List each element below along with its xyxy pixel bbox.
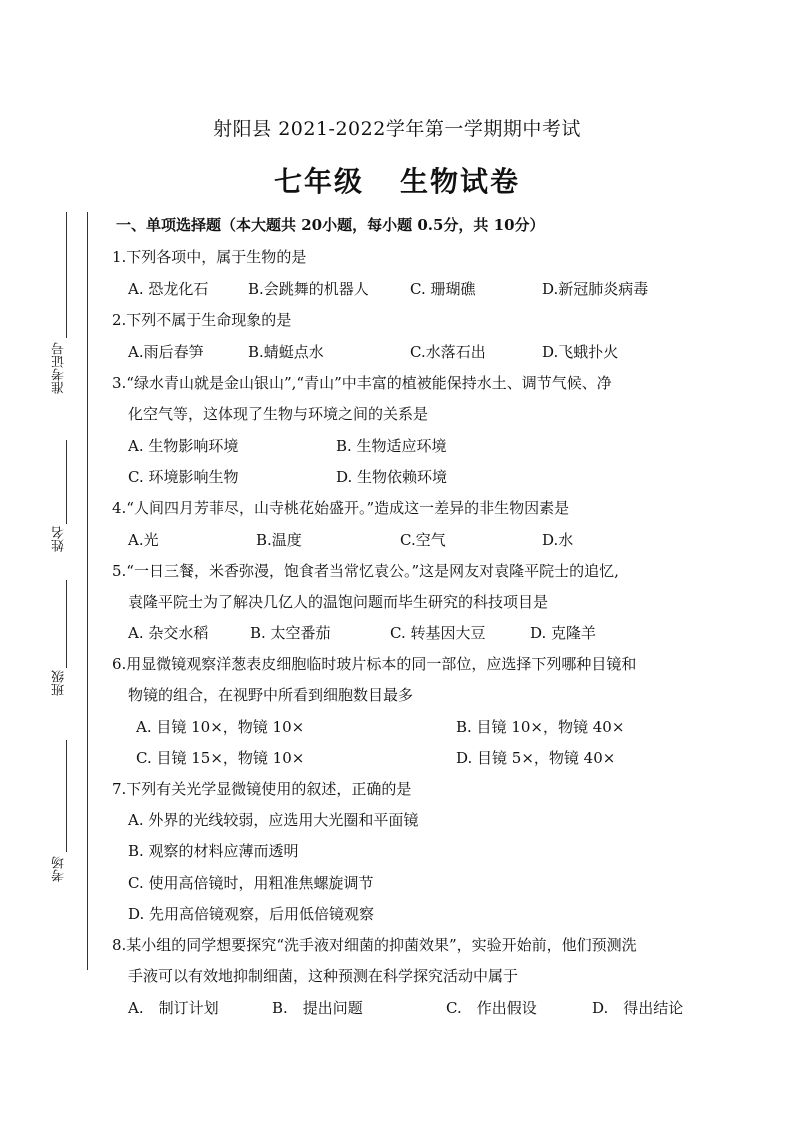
question-1-option-a: A. 恐龙化石	[128, 280, 209, 298]
paper-title	[0, 160, 794, 200]
question-1-option-c: C. 珊瑚礁	[410, 280, 476, 298]
binding-line	[87, 212, 88, 970]
question-2-stem: 2.下列不属于生命现象的是	[112, 311, 292, 329]
side-field-exam-room-label: 考场	[52, 856, 67, 882]
question-3-option-c: C. 环境影响生物	[128, 468, 239, 486]
question-7-stem: 7.下列有关光学显微镜使用的叙述，正确的是	[112, 780, 412, 798]
question-5-stem-line1: 5.“一日三餐，米香弥漫，饱食者当常忆袁公。”这是网友对袁隆平院士的追忆,	[112, 562, 619, 580]
question-4-option-b: B.温度	[256, 531, 302, 549]
question-7-option-b: B. 观察的材料应薄而透明	[128, 842, 299, 860]
question-4-option-c: C.空气	[400, 531, 446, 549]
question-5-option-b: B. 太空番茄	[250, 624, 331, 642]
question-1-option-d: D.新冠肺炎病毒	[542, 280, 649, 298]
question-4-option-d: D.水	[542, 531, 574, 549]
side-field-exam-room	[44, 740, 72, 890]
question-6-stem-line2: 物镜的组合，在视野中所看到细胞数目最多	[128, 686, 414, 704]
question-5-option-a: A. 杂交水稻	[128, 624, 209, 642]
side-field-exam-number	[44, 212, 72, 402]
question-3-stem-line2: 化空气等，这体现了生物与环境之间的关系是	[128, 405, 429, 423]
grade-label: 七年级	[273, 165, 364, 198]
question-6-option-b: B. 目镜 10×，物镜 40×	[456, 718, 625, 736]
question-2-option-d: D.飞蛾扑火	[542, 343, 619, 361]
question-5-stem-line2: 袁隆平院士为了解决几亿人的温饱问题而毕生研究的科技项目是	[128, 593, 549, 611]
question-6-option-d: D. 目镜 5×，物镜 40×	[456, 749, 616, 767]
question-1-option-b: B.会跳舞的机器人	[248, 280, 369, 298]
question-7-option-a: A. 外界的光线较弱，应选用大光圈和平面镜	[128, 811, 419, 829]
question-5-option-d: D. 克隆羊	[530, 624, 597, 642]
question-3-option-d: D. 生物依赖环境	[336, 468, 448, 486]
question-1-stem: 1.下列各项中，属于生物的是	[112, 248, 307, 266]
side-field-name-label: 姓名	[52, 526, 67, 552]
section-heading: 一、单项选择题（本大题共 20小题，每小题 0.5分，共 10分）	[116, 216, 545, 234]
question-4-stem: 4.“人间四月芳菲尽，山寺桃花始盛开。”造成这一差异的非生物因素是	[112, 499, 570, 517]
question-7-option-d: D. 先用高倍镜观察，后用低倍镜观察	[128, 905, 375, 923]
question-6-option-a: A. 目镜 10×，物镜 10×	[136, 718, 305, 736]
question-2-option-b: B.蜻蜓点水	[248, 343, 324, 361]
question-3-stem-line1: 3.“绿水青山就是金山银山”,“青山”中丰富的植被能保持水土、调节气候、净	[112, 374, 612, 392]
side-field-class-label: 班级	[52, 670, 67, 696]
question-3-option-b: B. 生物适应环境	[336, 437, 447, 455]
side-field-class	[44, 580, 72, 700]
exam-title: 射阳县 2021-2022学年第一学期期中考试	[213, 118, 581, 140]
question-8-option-c: C. 作出假设	[446, 999, 537, 1017]
question-5-option-c: C. 转基因大豆	[390, 624, 486, 642]
question-8-option-b: B. 提出问题	[272, 999, 363, 1017]
question-2-option-c: C.水落石出	[410, 343, 486, 361]
subject-label: 生物试卷	[400, 165, 521, 198]
question-7-option-c: C. 使用高倍镜时，用粗准焦螺旋调节	[128, 874, 374, 892]
question-8-stem-line2: 手液可以有效地抑制细菌，这种预测在科学探究活动中属于	[128, 967, 519, 985]
question-6-stem-line1: 6.用显微镜观察洋葱表皮细胞临时玻片标本的同一部位，应选择下列哪种目镜和	[112, 655, 637, 673]
question-2-option-a: A.雨后春笋	[128, 343, 204, 361]
question-6-option-c: C. 目镜 15×，物镜 10×	[136, 749, 305, 767]
question-8-option-a: A. 制订计划	[128, 999, 219, 1017]
side-field-exam-number-label: 准考证号	[52, 342, 67, 394]
question-3-option-a: A. 生物影响环境	[128, 437, 239, 455]
question-4-option-a: A.光	[128, 531, 159, 549]
question-8-option-d: D. 得出结论	[592, 999, 684, 1017]
question-8-stem-line1: 8.某小组的同学想要探究“洗手液对细菌的抑菌效果”，实验开始前，他们预测洗	[112, 936, 637, 954]
side-field-name	[44, 440, 72, 560]
